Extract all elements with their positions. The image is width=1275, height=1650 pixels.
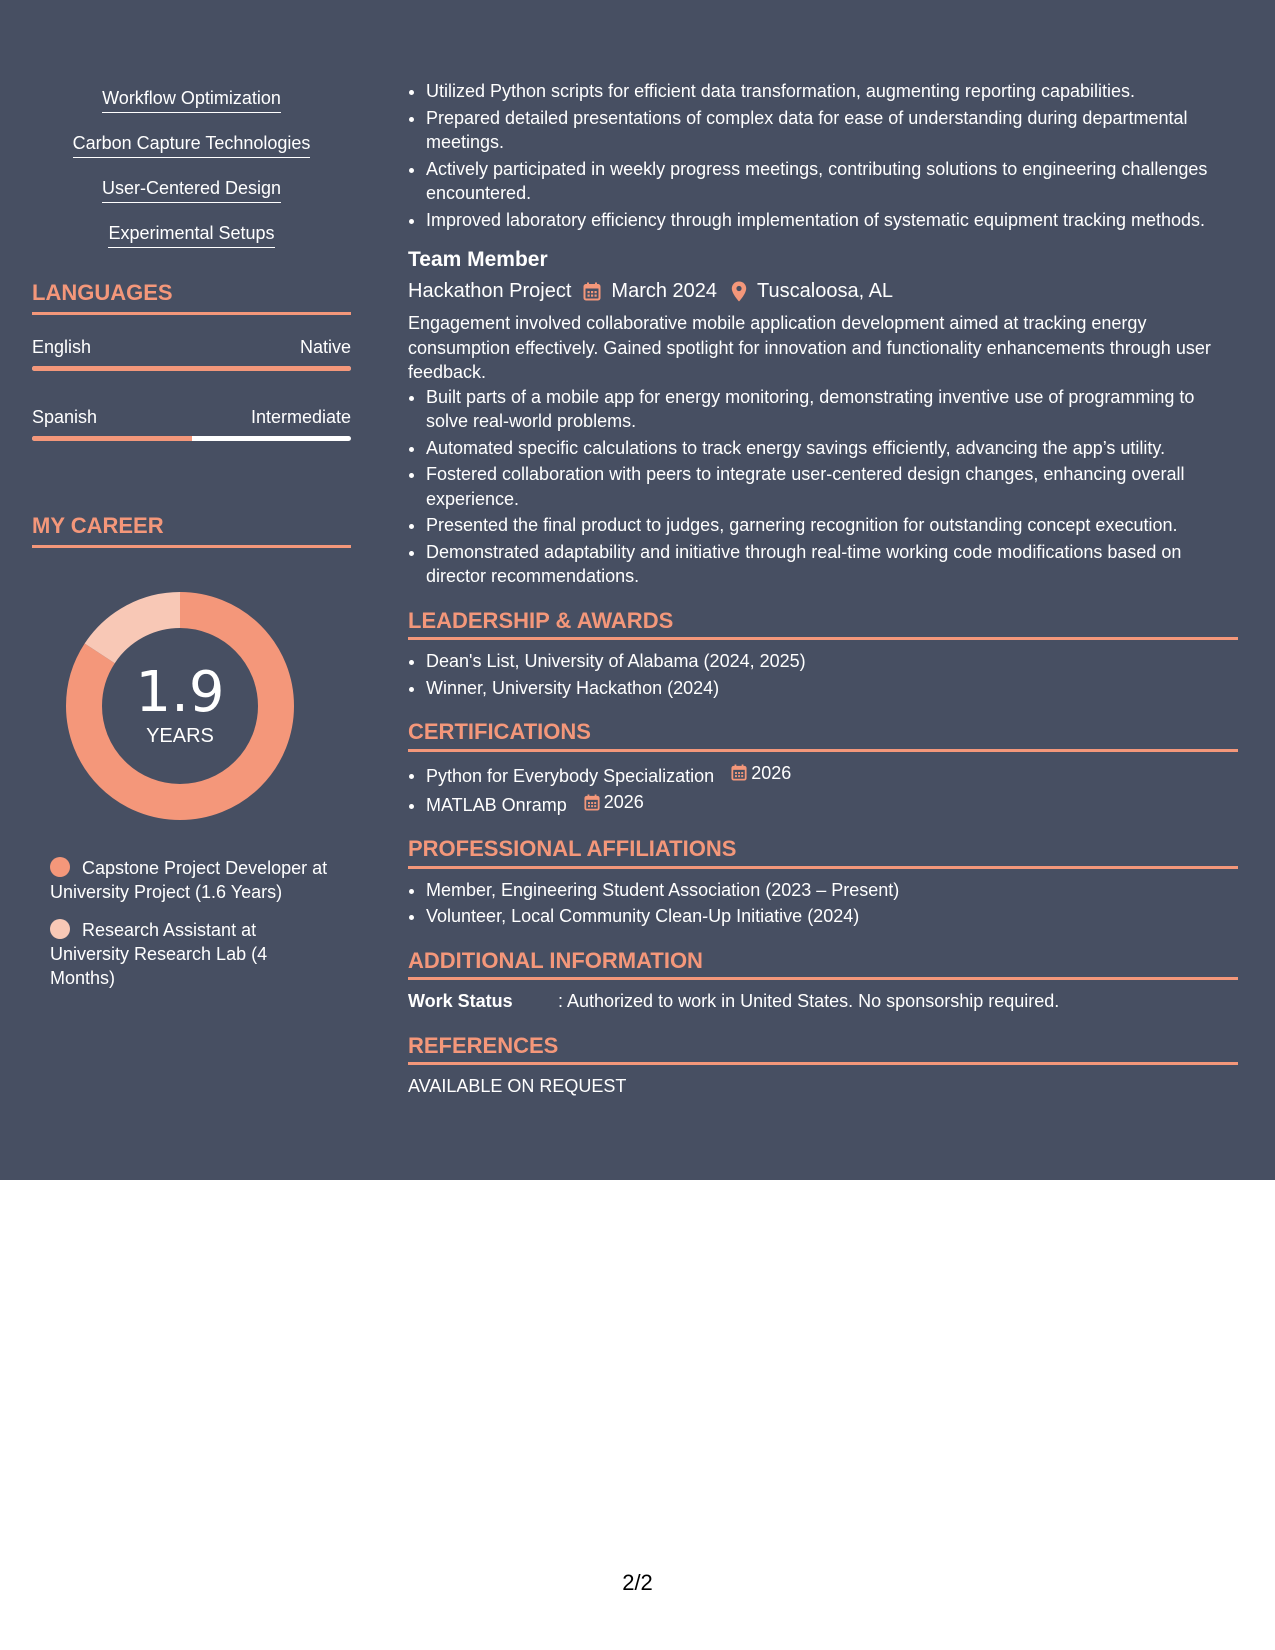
- list-item: • Member, Engineering Student Association (2023 – Present): [426, 878, 1238, 903]
- language-english: [32, 335, 351, 371]
- previous-job-bullets: [408, 79, 1238, 232]
- language-level: Intermediate: [250, 407, 351, 427]
- legend-item: Research Assistant at University Research Lab (4 Months): [50, 920, 268, 988]
- references-text: AVAILABLE ON REQUEST: [408, 1076, 627, 1096]
- section-title: PROFESSIONAL AFFILIATIONS: [408, 837, 1238, 869]
- main-content: [408, 79, 1238, 1099]
- job-bullets: [408, 385, 1238, 589]
- certification-year: 2026: [751, 762, 792, 783]
- affiliations-section: [408, 837, 1238, 929]
- career-donut-chart: [66, 592, 294, 820]
- job-meta: [408, 277, 1238, 305]
- calendar-icon: [584, 794, 600, 811]
- list-item: • Winner, University Hackathon (2024): [426, 676, 1238, 701]
- language-proficiency-fill: [32, 436, 192, 441]
- additional-info-section: [408, 949, 1238, 1014]
- legend-item: Capstone Project Developer at University Project (1.6 Years): [50, 858, 328, 902]
- skill-item: Experimental Setups: [32, 221, 351, 266]
- work-status-label: Work Status: [408, 991, 513, 1011]
- references-section: [408, 1034, 1238, 1099]
- job-title: Team Member: [408, 248, 548, 271]
- list-item: [426, 790, 1238, 817]
- languages-title: LANGUAGES: [32, 280, 351, 315]
- list-item: • Demonstrated adaptability and initiative through real-time working code modifications based on director recommendations.: [426, 540, 1238, 589]
- calendar-icon: [731, 764, 747, 781]
- list-item: [426, 761, 1238, 788]
- work-status-value: : Authorized to work in United States. No sponsorship required.: [558, 991, 1060, 1011]
- career-total: 1.9: [135, 660, 225, 725]
- skills-list: [32, 86, 351, 266]
- list-item: • Dean's List, University of Alabama (2024, 2025): [426, 649, 1238, 674]
- language-name: Spanish: [32, 407, 98, 427]
- job-date: March 2024: [611, 280, 718, 302]
- certifications-section: [408, 720, 1238, 817]
- list-item: • Built parts of a mobile app for energy monitoring, demonstrating inventive use of programming to solve real-world problems.: [426, 385, 1238, 434]
- certification-name: Python for Everybody Specialization: [426, 765, 715, 786]
- career-title: MY CAREER: [32, 513, 351, 548]
- job-description: Engagement involved collaborative mobile application development aimed at tracking energy consumption effectively. Gained spotlight for innovation and functionality enhancements through user feedback.: [408, 313, 1211, 382]
- certification-name: MATLAB Onramp: [426, 794, 567, 815]
- language-spanish: [32, 405, 351, 441]
- job-organization: Hackathon Project: [408, 280, 572, 302]
- language-proficiency-bar: [32, 366, 351, 371]
- language-name: English: [32, 337, 92, 357]
- skill-item: Carbon Capture Technologies: [32, 131, 351, 176]
- list-item: • Automated specific calculations to track energy savings efficiently, advancing the app’s utility.: [426, 436, 1238, 461]
- list-item: • Prepared detailed presentations of complex data for ease of understanding during departmental meetings.: [426, 106, 1238, 155]
- list-item: • Fostered collaboration with peers to integrate user-centered design changes, enhancing overall experience.: [426, 462, 1238, 511]
- section-title: CERTIFICATIONS: [408, 720, 1238, 752]
- skill-item: User-Centered Design: [32, 176, 351, 221]
- legend-dot-icon: [50, 857, 70, 877]
- language-proficiency-fill: [32, 366, 351, 371]
- career-legend: [50, 856, 330, 990]
- section-title: REFERENCES: [408, 1034, 1238, 1066]
- page-number: 2/2: [622, 1570, 653, 1595]
- legend-dot-icon: [50, 919, 70, 939]
- list-item: • Presented the final product to judges, garnering recognition for outstanding concept execution.: [426, 513, 1238, 538]
- list-item: • Improved laboratory efficiency through implementation of systematic equipment tracking methods.: [426, 208, 1238, 233]
- career-section: [32, 513, 351, 990]
- list-item: • Actively participated in weekly progress meetings, contributing solutions to engineering challenges encountered.: [426, 157, 1238, 206]
- section-title: ADDITIONAL INFORMATION: [408, 949, 1238, 981]
- language-level: Native: [299, 337, 351, 357]
- certification-year: 2026: [603, 791, 644, 812]
- list-item: • Utilized Python scripts for efficient data transformation, augmenting reporting capabilities.: [426, 79, 1238, 104]
- map-pin-icon: [731, 281, 747, 302]
- job-entry: [408, 246, 1238, 589]
- section-title: LEADERSHIP & AWARDS: [408, 609, 1238, 641]
- job-location: Tuscaloosa, AL: [757, 280, 894, 302]
- skill-item: Workflow Optimization: [32, 86, 351, 131]
- list-item: • Volunteer, Local Community Clean-Up Initiative (2024): [426, 904, 1238, 929]
- calendar-icon: [583, 282, 601, 301]
- sidebar: [32, 86, 351, 1004]
- career-unit: YEARS: [146, 725, 214, 747]
- language-proficiency-bar: [32, 436, 351, 441]
- leadership-section: [408, 609, 1238, 701]
- languages-section: [32, 280, 351, 441]
